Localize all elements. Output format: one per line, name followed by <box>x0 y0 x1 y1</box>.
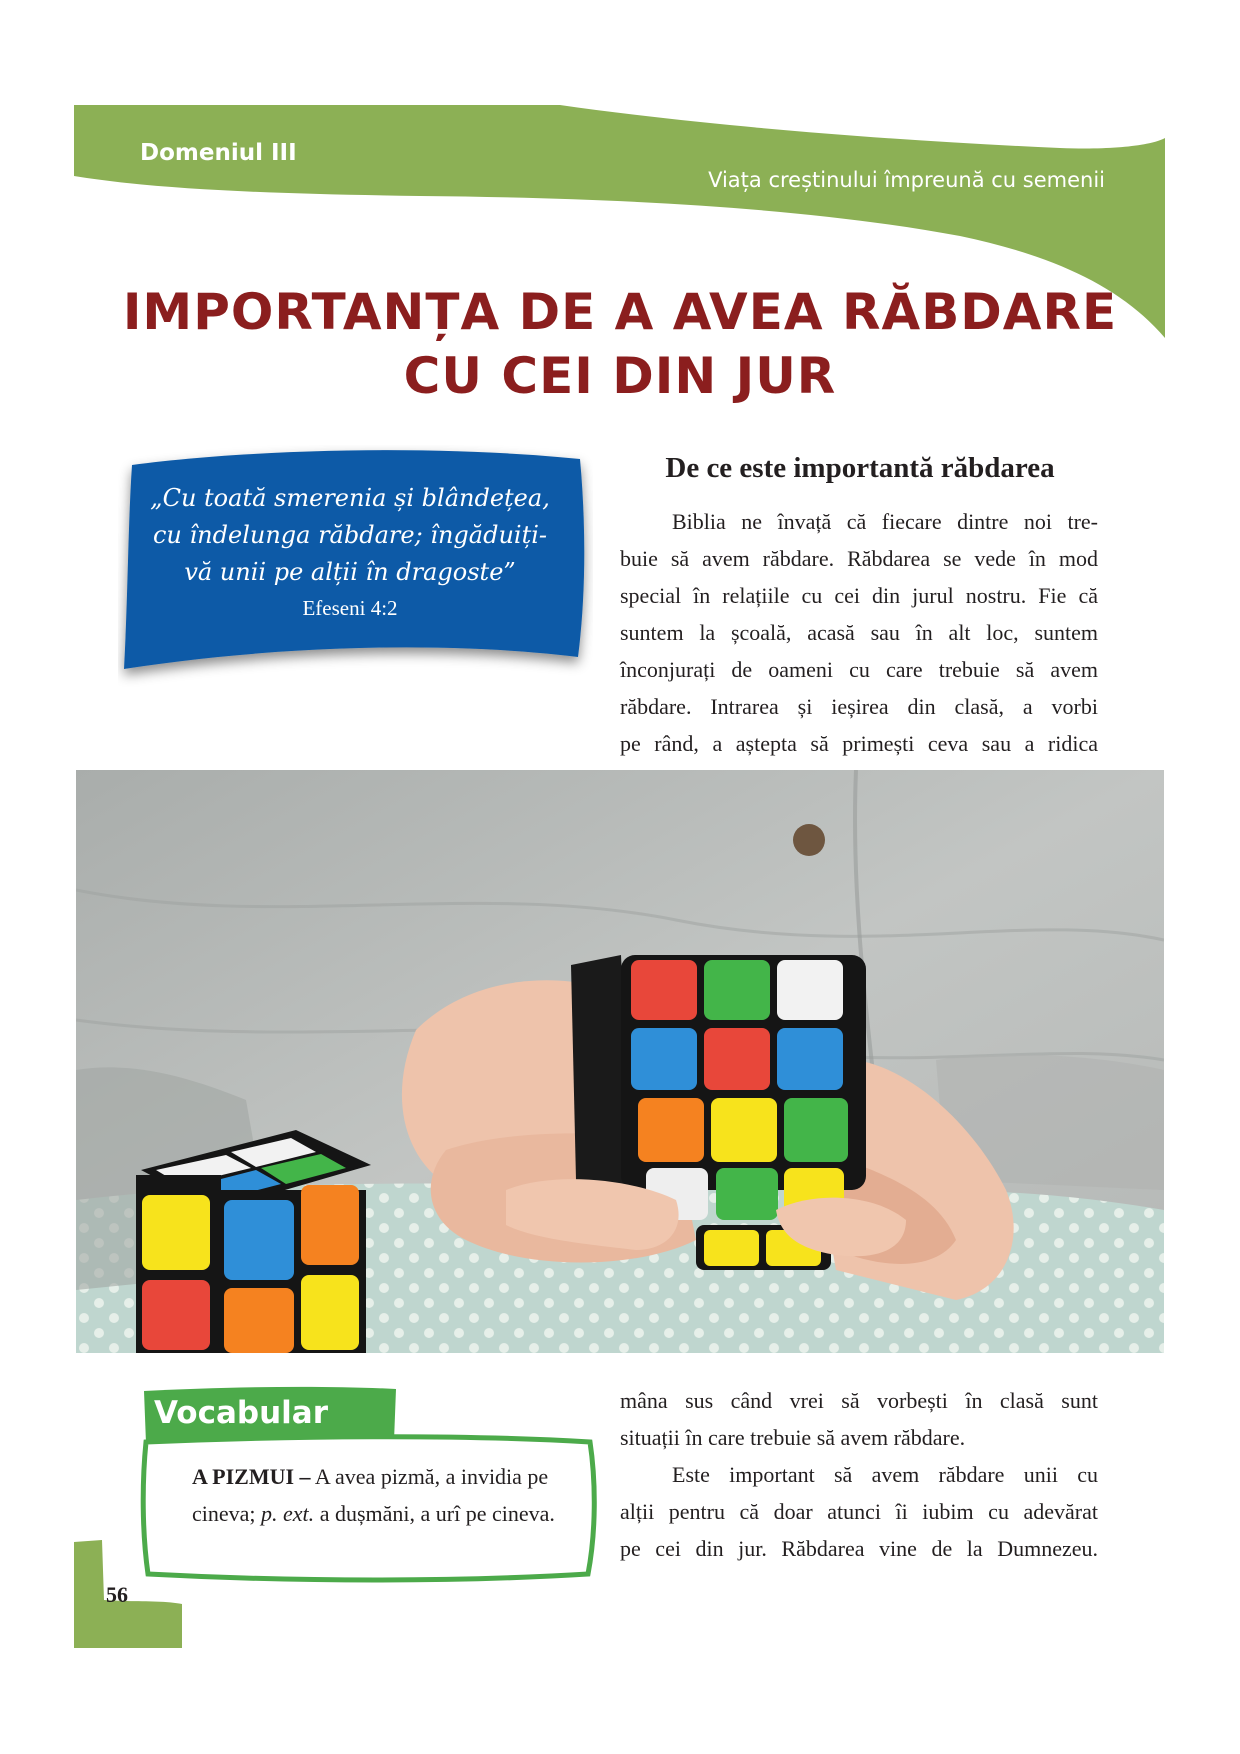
quote-reference: Efeseni 4:2 <box>302 596 398 620</box>
body-paragraph-1 <box>620 503 1098 762</box>
page-corner <box>72 1540 184 1650</box>
text-line: Biblia ne învață că fiecare dintre noi tre- <box>672 509 1098 534</box>
page-title <box>100 280 1140 408</box>
vocabulary-title: Vocabular <box>154 1395 328 1431</box>
text-line: răbdare. Intrarea și ieșirea din clasă, a vorbi <box>620 694 1098 719</box>
quote-text: „Cu toată smerenia și blândețea, cu îndelunga răbdare; îngăduiți-vă unii pe alții în dragoste” <box>150 484 550 586</box>
vocabulary-term: A PIZMUI – <box>192 1464 311 1489</box>
body-paragraph-2 <box>620 1456 1098 1567</box>
definition-part-2: a dușmăni, a urî pe cineva. <box>314 1501 555 1526</box>
abbreviation: p. ext. <box>261 1501 315 1526</box>
vocabulary-definition <box>192 1458 582 1532</box>
text-line: Este important să avem răbdare unii cu <box>672 1462 1098 1487</box>
text-line: alții pentru că doar atunci îi iubim cu adevărat <box>620 1499 1098 1524</box>
text-line: suntem la școală, acasă sau în alt loc, suntem <box>620 620 1098 645</box>
text-line: situații în care trebuie să avem răbdare. <box>620 1425 966 1450</box>
domain-label: Domeniul III <box>140 140 297 166</box>
text-line: înconjurați de oameni cu care trebuie să avem <box>620 657 1098 682</box>
text-line: pe rând, a aștepta să primești ceva sau a ridica <box>620 731 1098 756</box>
section-heading: De ce este importantă răbdarea <box>665 452 1055 484</box>
text-line: mâna sus când vrei să vorbești în clasă sunt <box>620 1388 1098 1413</box>
text-line: buie să avem răbdare. Răbdarea se vede în mod <box>620 546 1098 571</box>
definition-part-1: A avea pizmă, a invidia pe cineva; <box>192 1464 549 1526</box>
text-line: pe cei din jur. Răbdarea vine de la Dumnezeu. <box>620 1536 1098 1561</box>
domain-subtitle: Viața creștinului împreună cu semenii <box>708 168 1105 192</box>
rubiks-cube-2x2 <box>136 1130 371 1353</box>
page-number: 56 <box>106 1582 128 1607</box>
rubiks-cube-photo <box>76 770 1164 1353</box>
page-title-line-2: CU CEI DIN JUR <box>403 347 837 405</box>
body-paragraph-1-continued <box>620 1382 1098 1456</box>
page-title-line-1: IMPORTANȚA DE A AVEA RĂBDARE <box>122 283 1118 341</box>
text-line: special în relațiile cu cei din jurul nostru. Fie că <box>620 583 1098 608</box>
